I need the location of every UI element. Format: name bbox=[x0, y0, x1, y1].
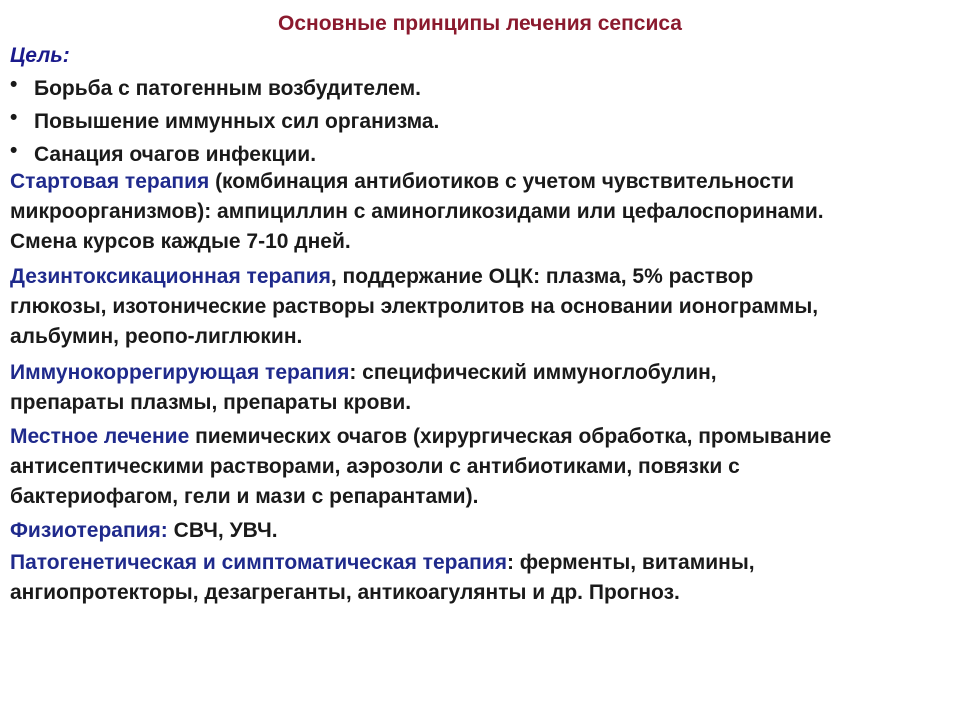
section-heading: Дезинтоксикационная терапия bbox=[10, 265, 331, 288]
section-line bbox=[10, 358, 955, 388]
goal-bullet-list bbox=[10, 72, 439, 171]
section-immuno-therapy bbox=[10, 358, 955, 418]
section-text: СВЧ, УВЧ. bbox=[167, 519, 278, 542]
section-line: Смена курсов каждые 7-10 дней. bbox=[10, 230, 351, 253]
goal-bullet-item bbox=[10, 105, 439, 138]
section-line bbox=[10, 516, 955, 546]
goal-bullet-text: Повышение иммунных сил организма. bbox=[34, 110, 440, 133]
section-line: бактериофагом, гели и мази с репарантами). bbox=[10, 485, 479, 508]
section-heading: Иммунокоррегирующая терапия bbox=[10, 361, 350, 384]
section-starting-therapy bbox=[10, 167, 955, 257]
section-physiotherapy bbox=[10, 516, 955, 546]
section-text: (комбинация антибиотиков с учетом чувствительности bbox=[209, 170, 795, 193]
section-line bbox=[10, 167, 955, 197]
bullet-dot-icon: • bbox=[10, 106, 18, 129]
goal-label: Цель: bbox=[10, 44, 70, 67]
goal-bullet-text: Борьба с патогенным возбудителем. bbox=[34, 77, 421, 100]
section-line bbox=[10, 422, 955, 452]
section-text: , поддержание ОЦК: плазма, 5% раствор bbox=[330, 265, 754, 288]
section-line: препараты плазмы, препараты крови. bbox=[10, 391, 412, 414]
slide-title: Основные принципы лечения сепсиса bbox=[278, 12, 682, 35]
section-line: глюкозы, изотонические растворы электролитов на основании ионограммы, bbox=[10, 295, 819, 318]
section-line bbox=[10, 262, 955, 292]
section-heading: Патогенетическая и симптоматическая терапия bbox=[10, 551, 507, 574]
section-text: : специфический иммуноглобулин, bbox=[349, 361, 717, 384]
bullet-dot-icon: • bbox=[10, 139, 18, 162]
section-heading: Стартовая терапия bbox=[10, 170, 210, 193]
section-local-treatment bbox=[10, 422, 955, 512]
section-heading: Физиотерапия: bbox=[10, 519, 168, 542]
section-detox-therapy bbox=[10, 262, 955, 352]
section-text: : ферменты, витамины, bbox=[506, 551, 755, 574]
goal-bullet-text: Санация очагов инфекции. bbox=[34, 143, 317, 166]
section-heading: Местное лечение bbox=[10, 425, 190, 448]
goal-bullet-item bbox=[10, 72, 439, 105]
section-line: альбумин, реопо-лиглюкин. bbox=[10, 325, 303, 348]
section-symptomatic-therapy bbox=[10, 548, 955, 608]
section-line: антисептическими растворами, аэрозоли с антибиотиками, повязки с bbox=[10, 455, 740, 478]
section-line: ангиопротекторы, дезагреганты, антикоагулянты и др. Прогноз. bbox=[10, 581, 680, 604]
section-line bbox=[10, 548, 955, 578]
section-line: микроорганизмов): ампициллин с аминогликозидами или цефалоспоринами. bbox=[10, 200, 824, 223]
section-text: пиемических очагов (хирургическая обработка, промывание bbox=[189, 425, 832, 448]
bullet-dot-icon: • bbox=[10, 73, 18, 96]
